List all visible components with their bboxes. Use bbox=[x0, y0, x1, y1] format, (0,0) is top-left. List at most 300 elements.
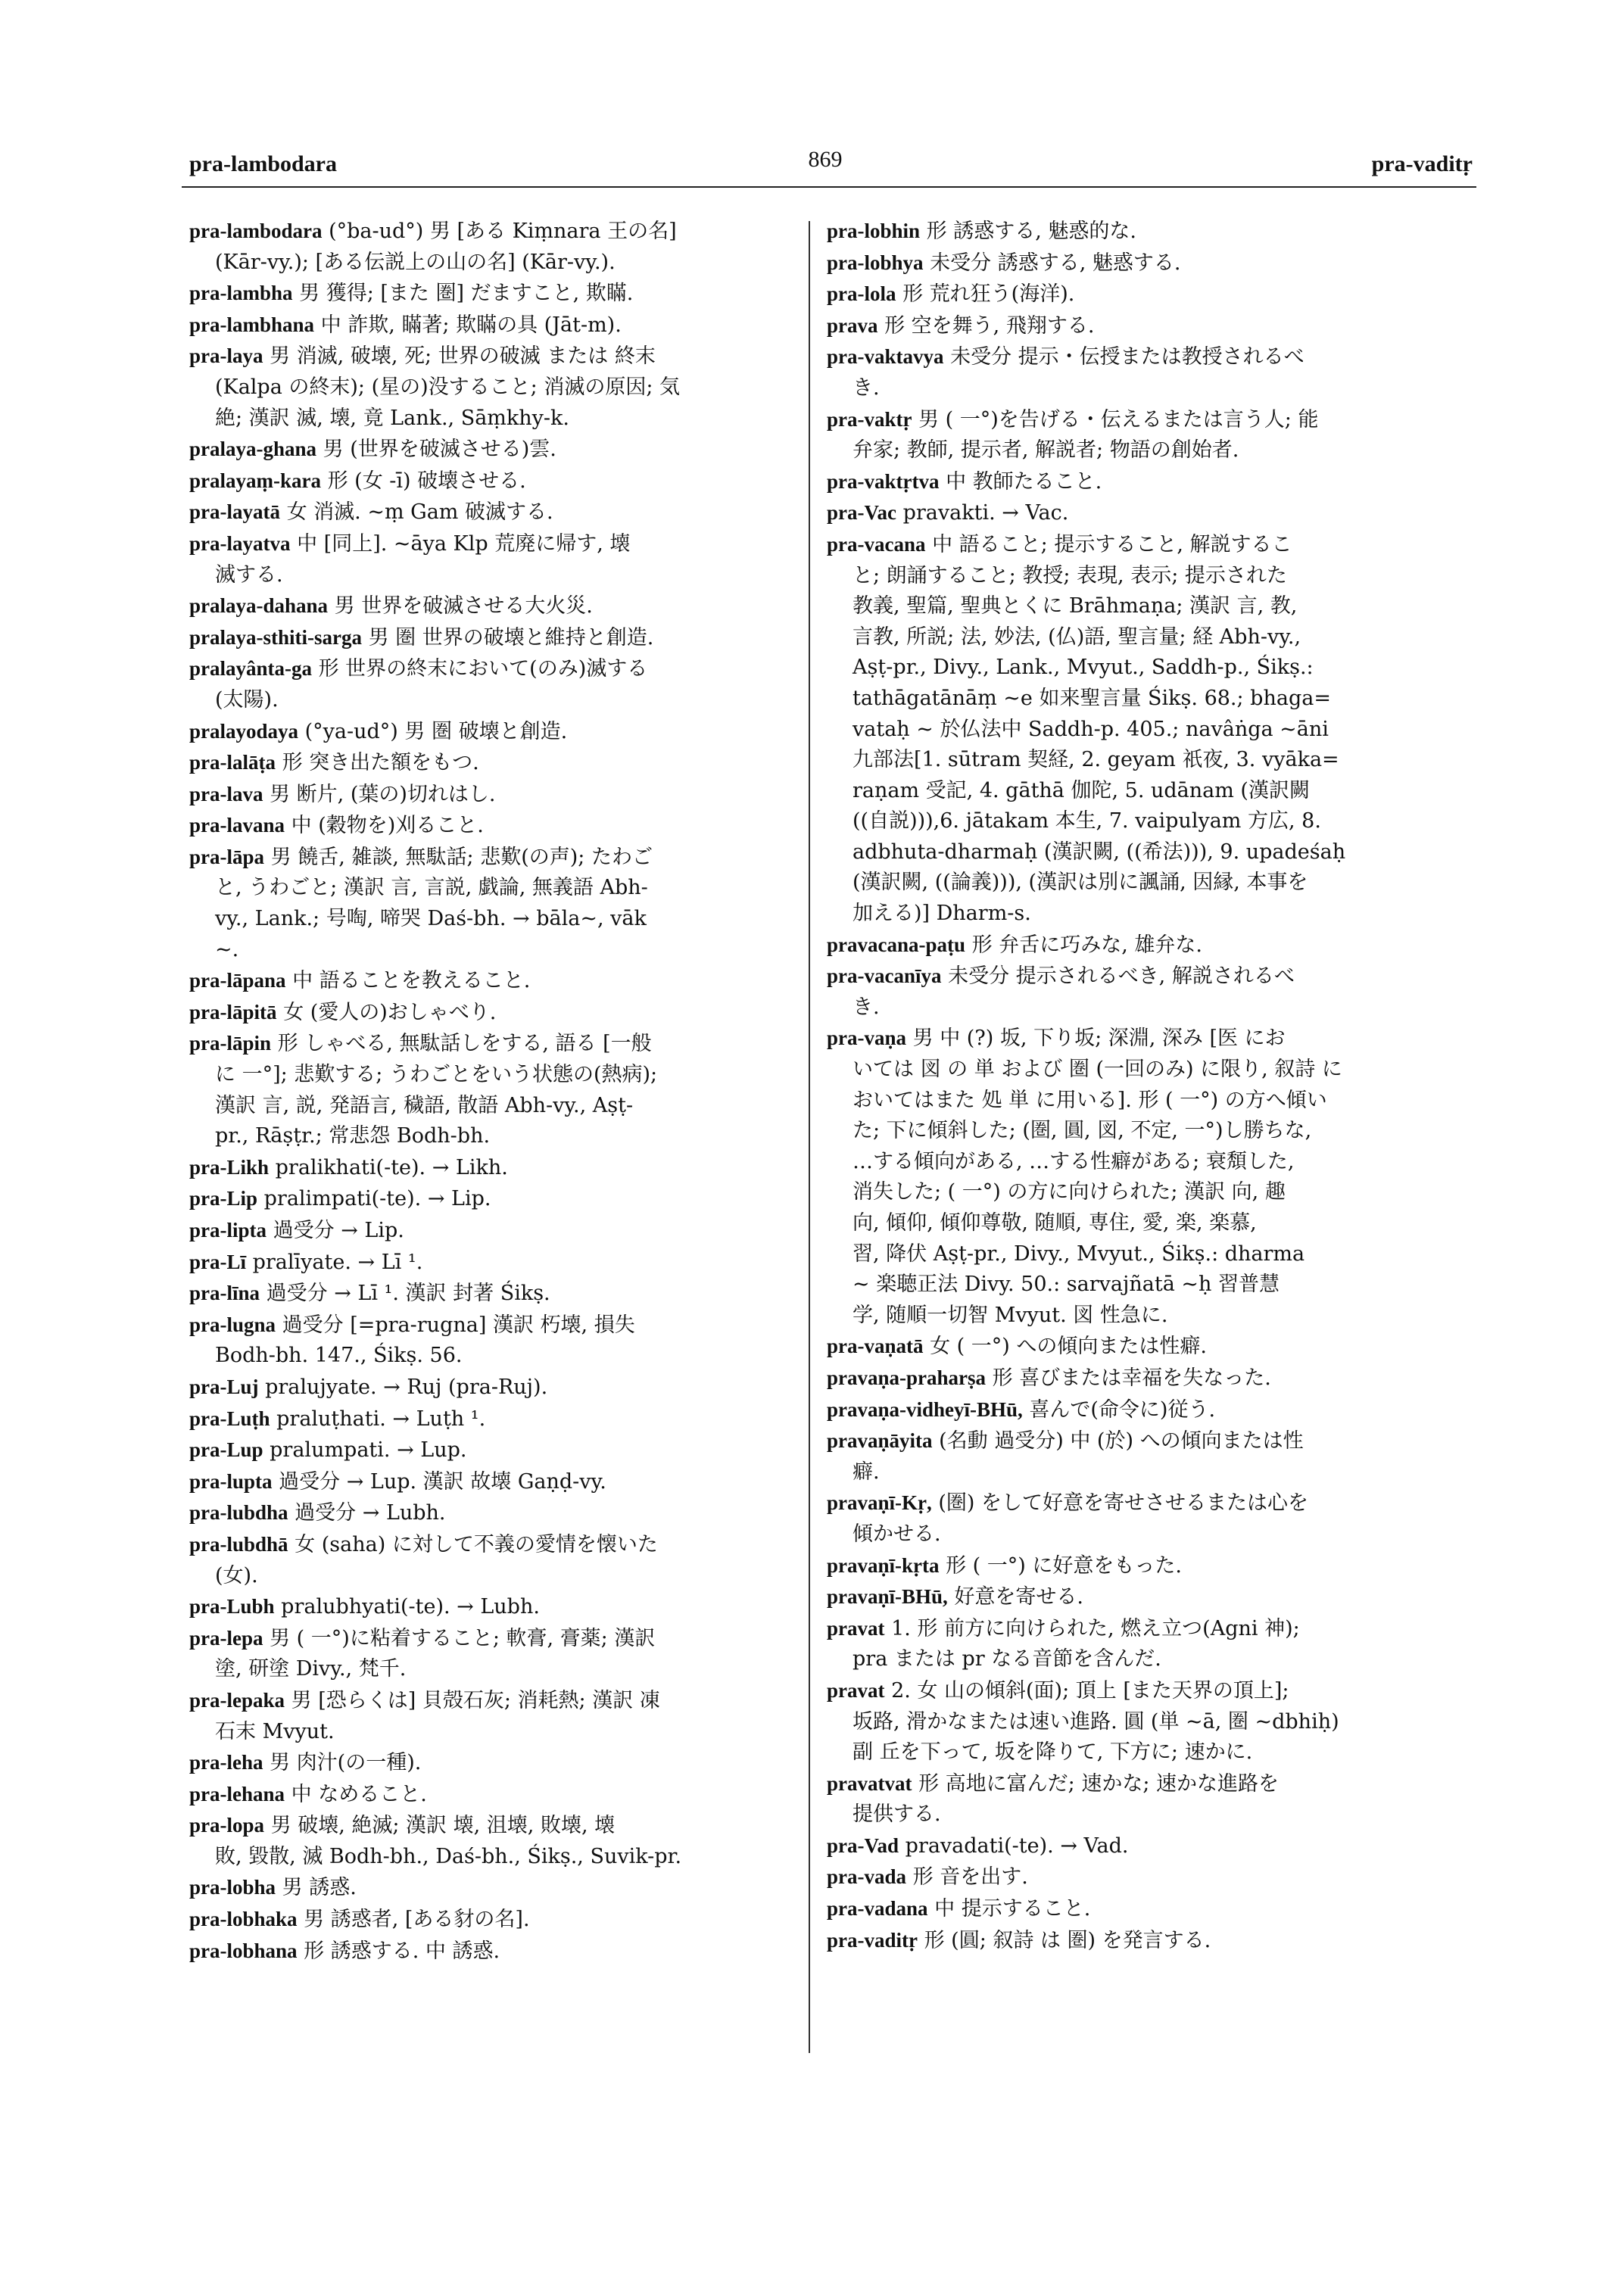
entry-line bbox=[189, 1810, 803, 1842]
headword: pra-līna bbox=[189, 1282, 260, 1305]
entry-line bbox=[827, 1488, 1440, 1519]
entry-text: (Kār-vy.); [ある伝説上の山の名] (Kār-vy.). bbox=[215, 250, 616, 274]
headword: pravaṇa-vidheyī-BHū, bbox=[827, 1397, 1023, 1421]
dictionary-entry bbox=[189, 1747, 803, 1779]
headword: pra-Lup bbox=[189, 1438, 263, 1462]
headword: pravaṇa-praharṣa bbox=[827, 1366, 987, 1389]
entry-line bbox=[189, 590, 803, 622]
entry-text: 絶; 漢訳 滅, 壊, 竟 Lank., Sāṃkhy-k. bbox=[215, 406, 569, 430]
entry-text: 中 なめること. bbox=[291, 1782, 427, 1806]
entry-line bbox=[189, 1779, 803, 1811]
entry-line bbox=[827, 1893, 1440, 1925]
right-column bbox=[827, 216, 1440, 1956]
dictionary-entry bbox=[189, 1872, 803, 1904]
entry-line bbox=[827, 961, 1440, 992]
entry-line bbox=[189, 1685, 803, 1717]
dictionary-entry bbox=[189, 1810, 803, 1872]
entry-text: pr., Rāṣṭr.; 常悲怨 Bodh-bh. bbox=[215, 1124, 491, 1148]
entry-line bbox=[189, 560, 803, 591]
entry-line bbox=[189, 372, 803, 403]
headword: pra-lugna bbox=[189, 1313, 276, 1336]
entry-line bbox=[189, 1497, 803, 1529]
entry-line bbox=[827, 1550, 1440, 1582]
entry-line bbox=[189, 997, 803, 1029]
entry-text: 傾かせる. bbox=[853, 1522, 941, 1546]
entry-text: 男 消滅, 破壊, 死; 世界の破滅 または 終末 bbox=[270, 344, 656, 369]
entry-line bbox=[827, 622, 1440, 653]
headword: pra-vaktṛ bbox=[827, 407, 912, 431]
dictionary-entry bbox=[189, 842, 803, 965]
headword: pra-lepaka bbox=[189, 1688, 285, 1712]
entry-text: 中 [同上]. ~āya Klp 荒廃に帰す, 壊 bbox=[297, 531, 631, 556]
entry-line bbox=[189, 779, 803, 811]
entry-text: 好意を寄せる. bbox=[954, 1585, 1083, 1609]
entry-line bbox=[827, 341, 1440, 373]
dictionary-entry bbox=[827, 1613, 1440, 1675]
entry-line bbox=[189, 1435, 803, 1466]
entry-line bbox=[189, 1183, 803, 1215]
dictionary-entry bbox=[189, 1404, 803, 1435]
headword: pra-lopa bbox=[189, 1814, 265, 1837]
entry-line bbox=[827, 1707, 1440, 1738]
entry-line bbox=[189, 1091, 803, 1122]
dictionary-entry bbox=[189, 1435, 803, 1466]
entry-line bbox=[827, 466, 1440, 498]
entry-text: (Kalpa の終末); (星の)没すること; 消滅の原因; 気 bbox=[215, 375, 681, 399]
entry-text: pravakti. → Vac. bbox=[902, 501, 1069, 525]
entry-text: 形 高地に富んだ; 速かな; 速かな進路を bbox=[918, 1771, 1280, 1796]
dictionary-entry bbox=[189, 1936, 803, 1967]
entry-text: (女). bbox=[215, 1563, 258, 1587]
entry-text: 形 誘惑する, 魅惑的な. bbox=[926, 220, 1136, 243]
entry-text: 坂路, 滑かなまたは速い進路. 圓 (単 ~ā, 圏 ~dbhiḥ) bbox=[853, 1709, 1339, 1734]
entry-line bbox=[189, 1654, 803, 1685]
entry-text: 形 (女 -ī) 破壊させる. bbox=[327, 469, 526, 493]
entry-text: 男 [恐らくは] 貝殻石灰; 消耗熱; 漢訳 凍 bbox=[291, 1688, 660, 1712]
dictionary-entry bbox=[189, 1152, 803, 1184]
entry-line bbox=[827, 497, 1440, 529]
entry-line bbox=[827, 1208, 1440, 1239]
entry-text: tathāgatānāṃ ~e 如来聖言量 Śikṣ. 68.; bhaga= bbox=[853, 686, 1331, 710]
page-number: 869 bbox=[808, 147, 843, 172]
entry-line bbox=[189, 1121, 803, 1152]
entry-line bbox=[827, 1331, 1440, 1363]
headword: pra-Lip bbox=[189, 1187, 258, 1210]
headword: pra-vaktavya bbox=[827, 345, 944, 369]
entry-text: 男 誘惑者, [ある豺の名]. bbox=[304, 1908, 530, 1932]
headword: pra-lubdhā bbox=[189, 1532, 288, 1556]
headword: pra-lipta bbox=[189, 1219, 267, 1242]
entry-line bbox=[827, 1830, 1440, 1862]
entry-text: 加える)] Dharm-s. bbox=[853, 902, 1031, 926]
dictionary-entry bbox=[189, 1278, 803, 1310]
entry-line bbox=[827, 837, 1440, 868]
dictionary-entry bbox=[827, 1893, 1440, 1925]
entry-line bbox=[189, 466, 803, 497]
headword: pra-lambodara bbox=[189, 220, 323, 242]
headword: pralaya-ghana bbox=[189, 438, 317, 461]
entry-line bbox=[827, 435, 1440, 466]
entry-line bbox=[827, 1519, 1440, 1550]
entry-line bbox=[189, 904, 803, 935]
headword: pra-lobha bbox=[189, 1876, 276, 1899]
entry-line bbox=[827, 1644, 1440, 1675]
entry-text: 敗, 毀散, 滅 Bodh-bh., Daś-bh., Śikṣ., Suvik-pr. bbox=[215, 1844, 682, 1868]
entry-line bbox=[189, 528, 803, 560]
dictionary-entry bbox=[189, 466, 803, 497]
headword: pra-lobhana bbox=[189, 1939, 298, 1962]
entry-line bbox=[189, 1247, 803, 1279]
headword: pra-Vac bbox=[827, 501, 896, 525]
dictionary-entry bbox=[827, 1394, 1440, 1426]
dictionary-entry bbox=[189, 1028, 803, 1151]
entry-text: (名動 過受分) 中 (於) への傾向または性 bbox=[939, 1429, 1304, 1453]
entry-line bbox=[827, 1147, 1440, 1178]
dictionary-entry bbox=[189, 716, 803, 748]
headword: pra-lola bbox=[827, 282, 896, 306]
entry-line bbox=[827, 1086, 1440, 1117]
headword: pra-Likh bbox=[189, 1155, 270, 1179]
entry-text: pralubhyati(-te). → Lubh. bbox=[281, 1595, 540, 1619]
headword: pra-lehana bbox=[189, 1782, 285, 1805]
dictionary-entry bbox=[189, 1685, 803, 1747]
entry-line bbox=[189, 1561, 803, 1592]
entry-line bbox=[827, 776, 1440, 807]
headword: pra-vacanīya bbox=[827, 964, 942, 988]
entry-line bbox=[827, 1862, 1440, 1893]
entry-text: 女 (saha) に対して不義の愛情を懐いた bbox=[295, 1532, 658, 1556]
entry-text: 未受分 提示・伝授または教授されるべ bbox=[950, 345, 1304, 369]
entry-text: 形 ( 一°) に好意をもった. bbox=[946, 1553, 1182, 1578]
entry-text: pralikhati(-te). → Likh. bbox=[275, 1155, 508, 1179]
entry-line bbox=[189, 341, 803, 372]
entry-line bbox=[827, 930, 1440, 961]
entry-line bbox=[189, 248, 803, 279]
entry-line bbox=[827, 1055, 1440, 1086]
dictionary-entry bbox=[827, 310, 1440, 342]
headword: pra-leha bbox=[189, 1751, 263, 1774]
entry-line bbox=[827, 1301, 1440, 1332]
headword: pra-lāpitā bbox=[189, 1000, 277, 1023]
headword: pra-lobhya bbox=[827, 251, 924, 274]
entry-line bbox=[827, 1925, 1440, 1957]
entry-line bbox=[189, 685, 803, 716]
entry-line bbox=[189, 622, 803, 654]
dictionary-entry bbox=[189, 497, 803, 528]
dictionary-entry bbox=[827, 1830, 1440, 1862]
dictionary-entry bbox=[189, 1183, 803, 1215]
entry-text: pralumpati. → Lup. bbox=[270, 1438, 467, 1463]
headword: pralaya-sthiti-sarga bbox=[189, 625, 362, 649]
entry-text: と, うわごと; 漢訳 言, 言説, 戯論, 無義語 Abh- bbox=[215, 876, 648, 900]
dictionary-entry bbox=[827, 404, 1440, 466]
entry-text: pra または pr なる音節を含んだ. bbox=[853, 1647, 1161, 1671]
entry-line bbox=[189, 810, 803, 842]
headword: pra-lambha bbox=[189, 282, 293, 305]
entry-text: 向, 傾仰, 傾仰尊敬, 随順, 専住, 愛, 楽, 楽慕, bbox=[853, 1211, 1257, 1235]
entry-line bbox=[827, 684, 1440, 715]
headword: prava bbox=[827, 313, 878, 337]
entry-text: 男 (世界を破滅させる)雲. bbox=[323, 438, 556, 462]
dictionary-entry bbox=[189, 622, 803, 654]
dictionary-entry bbox=[189, 1215, 803, 1247]
entry-text: 男 圏 世界の破壊と維持と創造. bbox=[368, 625, 654, 650]
entry-line bbox=[827, 404, 1440, 436]
entry-line bbox=[189, 1152, 803, 1184]
entry-line bbox=[189, 310, 803, 341]
running-head-right: pra-vaditṛ bbox=[1371, 151, 1473, 176]
dictionary-entry bbox=[827, 529, 1440, 930]
dictionary-entry bbox=[189, 1904, 803, 1936]
entry-line bbox=[189, 1842, 803, 1873]
entry-text: と; 朗誦すること; 教授; 表現, 表示; 提示された bbox=[853, 563, 1287, 587]
entry-line bbox=[189, 1623, 803, 1655]
headword: pra-Luṭh bbox=[189, 1407, 270, 1430]
entry-text: 塗, 研塗 Divy., 梵千. bbox=[215, 1657, 407, 1681]
entry-line bbox=[827, 1394, 1440, 1426]
entry-line bbox=[189, 1747, 803, 1779]
entry-text: 男 破壊, 絶滅; 漢訳 壊, 沮壊, 敗壊, 壊 bbox=[270, 1814, 616, 1838]
entry-text: 中 提示すること. bbox=[934, 1897, 1091, 1921]
entry-text: 形 音を出す. bbox=[912, 1865, 1028, 1890]
entry-line bbox=[189, 216, 803, 248]
headword: pra-layatā bbox=[189, 500, 280, 524]
headword: pralayaṃ-kara bbox=[189, 469, 321, 492]
headword: pravacana-paṭu bbox=[827, 933, 966, 956]
entry-line bbox=[827, 1737, 1440, 1768]
dictionary-entry bbox=[827, 1768, 1440, 1830]
entry-text: pralīyate. → Lī ¹. bbox=[252, 1250, 423, 1274]
entry-text: 男 饒舌, 雑談, 無駄話; 悲歎(の声); たわご bbox=[270, 845, 653, 869]
entry-line bbox=[827, 1581, 1440, 1613]
dictionary-entry bbox=[189, 997, 803, 1029]
dictionary-entry bbox=[827, 1331, 1440, 1363]
entry-text: 男 断片, (葉の)切れはし. bbox=[270, 782, 496, 806]
entry-line bbox=[189, 1717, 803, 1748]
entry-text: Aṣṭ-pr., Divy., Lank., Mvyut., Saddh-p., Śikṣ.: bbox=[853, 656, 1314, 680]
header-rule bbox=[182, 186, 1476, 188]
entry-text: vy., Lank.; 号啕, 啼哭 Daś-bh. → bāla~, vāk bbox=[215, 907, 647, 931]
entry-text: 未受分 提示されるべき, 解説されるべ bbox=[948, 964, 1295, 989]
dictionary-entry bbox=[827, 1425, 1440, 1488]
entry-line bbox=[827, 216, 1440, 248]
dictionary-entry bbox=[189, 216, 803, 278]
headword: pra-vaṇa bbox=[827, 1027, 907, 1050]
entry-text: 過受分 → Lī ¹. 漢訳 封著 Śikṣ. bbox=[266, 1282, 550, 1306]
entry-line bbox=[827, 1613, 1440, 1645]
headword: pra-vaṇatā bbox=[827, 1335, 924, 1358]
entry-line bbox=[189, 747, 803, 779]
entry-text: raṇam 受記, 4. gāthā 伽陀, 5. udānam (漢訳闕 bbox=[853, 778, 1310, 802]
entry-line bbox=[827, 715, 1440, 746]
entry-line bbox=[827, 1425, 1440, 1457]
entry-text: 言教, 所説; 法, 妙法, (仏)語, 聖言量; 経 Abh-vy., bbox=[853, 625, 1301, 649]
entry-line bbox=[189, 873, 803, 904]
headword: pra-lepa bbox=[189, 1626, 263, 1650]
dictionary-entry bbox=[827, 1550, 1440, 1582]
entry-text: 男 世界を破滅させる大火災. bbox=[334, 594, 593, 618]
entry-text: 過受分 → Lup. 漢訳 故壊 Gaṇḍ-vy. bbox=[279, 1469, 606, 1494]
dictionary-entry bbox=[189, 1529, 803, 1591]
dictionary-entry bbox=[189, 1310, 803, 1372]
entry-line bbox=[827, 745, 1440, 776]
entry-text: ~. bbox=[215, 937, 239, 961]
dictionary-entry bbox=[189, 965, 803, 997]
entry-text: (°ba-ud°) 男 [ある Kiṃnara 王の名] bbox=[329, 220, 677, 243]
left-column bbox=[189, 216, 803, 1967]
headword: pra-Vad bbox=[827, 1833, 899, 1857]
headword: pra-lambhana bbox=[189, 313, 315, 336]
entry-text: praluṭhati. → Luṭh ¹. bbox=[276, 1407, 486, 1431]
entry-text: 石末 Mvyut. bbox=[215, 1719, 335, 1743]
entry-line bbox=[827, 1675, 1440, 1707]
dictionary-entry bbox=[827, 1862, 1440, 1893]
entry-text: 女 (愛人の)おしゃべり. bbox=[283, 1000, 497, 1024]
entry-text: た; 下に傾斜した; (圏, 圓, 図, 不定, 一°)し勝ちな, bbox=[853, 1119, 1312, 1143]
headword: pra-lubdha bbox=[189, 1501, 288, 1525]
dictionary-entry bbox=[189, 1591, 803, 1623]
entry-line bbox=[827, 1177, 1440, 1208]
headword: pra-Lubh bbox=[189, 1595, 275, 1618]
entry-line bbox=[189, 1591, 803, 1623]
entry-line bbox=[827, 529, 1440, 561]
entry-text: (°ya-ud°) 男 圏 破壊と創造. bbox=[304, 719, 568, 743]
headword: pra-lobhin bbox=[827, 220, 921, 242]
entry-text: 弁家; 教師, 提示者, 解説者; 物語の創始者. bbox=[853, 438, 1239, 463]
headword: pra-lāpa bbox=[189, 845, 265, 868]
entry-text: 副 丘を下って, 坂を降りて, 下方に; 速かに. bbox=[853, 1740, 1253, 1765]
entry-text: 形 喜びまたは幸福を失なった. bbox=[992, 1366, 1271, 1390]
entry-line bbox=[189, 1215, 803, 1247]
entry-line bbox=[189, 1529, 803, 1561]
entry-text: いては 図 の 単 および 圏 (一回のみ) に限り, 叙詩 に bbox=[853, 1058, 1342, 1082]
entry-line bbox=[189, 278, 803, 310]
entry-text: 中 語ることを教えること. bbox=[292, 969, 531, 993]
entry-text: 女 ( 一°) への傾向または性癖. bbox=[930, 1335, 1207, 1359]
entry-text: 未受分 誘惑する, 魅惑する. bbox=[930, 251, 1181, 275]
entry-line bbox=[189, 1310, 803, 1341]
running-head-left: pra-lambodara bbox=[189, 151, 337, 176]
headword: pravaṇāyita bbox=[827, 1429, 933, 1453]
entry-line bbox=[827, 1023, 1440, 1055]
entry-line bbox=[189, 497, 803, 528]
entry-text: き. bbox=[853, 375, 880, 400]
headword: pravat bbox=[827, 1616, 885, 1640]
entry-text: 形 世界の終末において(のみ)滅する bbox=[318, 657, 648, 681]
dictionary-entry bbox=[189, 1247, 803, 1279]
entry-line bbox=[827, 868, 1440, 899]
entry-text: 過受分 [=pra-rugna] 漢訳 朽壊, 損失 bbox=[282, 1313, 635, 1337]
headword: pra-lāpin bbox=[189, 1032, 272, 1055]
entry-text: adbhuta-dharmaḥ (漢訳闕, ((希法))), 9. upadeśaḥ bbox=[853, 840, 1346, 864]
dictionary-entry bbox=[189, 310, 803, 341]
entry-text: に 一°]; 悲歎する; うわごとをいう状態の(熱病); bbox=[215, 1063, 658, 1087]
headword: pra-lalāṭa bbox=[189, 751, 276, 774]
entry-text: (太陽). bbox=[215, 687, 279, 712]
dictionary-entry bbox=[827, 1488, 1440, 1550]
entry-line bbox=[827, 1457, 1440, 1488]
entry-text: 男 肉汁(の一種). bbox=[270, 1751, 422, 1775]
dictionary-entry bbox=[827, 341, 1440, 403]
entry-text: 習, 降伏 Aṣṭ-pr., Divy., Mvyut., Śikṣ.: dharma bbox=[853, 1242, 1305, 1266]
entry-line bbox=[189, 965, 803, 997]
dictionary-entry bbox=[827, 279, 1440, 310]
headword: pra-lavana bbox=[189, 814, 285, 837]
entry-text: 漢訳 言, 説, 発語言, 穢語, 散語 Abh-vy., Aṣṭ- bbox=[215, 1093, 634, 1117]
entry-line bbox=[189, 1060, 803, 1091]
headword: pralaya-dahana bbox=[189, 594, 329, 618]
entry-text: 男 ( 一°)に粘着すること; 軟膏, 膏薬; 漢訳 bbox=[270, 1626, 656, 1650]
entry-line bbox=[189, 935, 803, 966]
dictionary-entry bbox=[189, 747, 803, 779]
column-divider bbox=[809, 221, 810, 2053]
headword: pra-lāpana bbox=[189, 969, 286, 992]
dictionary-entry bbox=[827, 248, 1440, 279]
headword: pra-vacana bbox=[827, 532, 926, 556]
entry-line bbox=[189, 842, 803, 874]
entry-text: 九部法[1. sūtram 契経, 2. geyam 祇夜, 3. vyāka= bbox=[853, 748, 1339, 772]
entry-text: ((自説))),6. jātakam 本生, 7. vaipulyam 方広, 8. bbox=[853, 809, 1321, 833]
entry-text: 2. 女 山の傾斜(面); 頂上 [また天界の頂上]; bbox=[891, 1678, 1289, 1703]
entry-text: (圏) をして好意を寄せさせるまたは心を bbox=[938, 1491, 1308, 1516]
entry-line bbox=[827, 899, 1440, 930]
entry-line bbox=[189, 1372, 803, 1404]
headword: pra-Lī bbox=[189, 1250, 247, 1273]
dictionary-entry bbox=[189, 1779, 803, 1811]
headword: pra-lobhaka bbox=[189, 1908, 298, 1931]
entry-line bbox=[827, 1799, 1440, 1830]
entry-line bbox=[189, 1904, 803, 1936]
entry-text: 教義, 聖篇, 聖典とくに Brāhmaṇa; 漢訳 言, 教, bbox=[853, 594, 1298, 618]
dictionary-entry bbox=[189, 1497, 803, 1529]
entry-line bbox=[189, 1466, 803, 1498]
headword: pravaṇī-kṛta bbox=[827, 1553, 940, 1577]
headword: pralayânta-ga bbox=[189, 657, 312, 681]
entry-text: (漢訳闕, ((論義))), (漢訳は別に諷誦, 因縁, 本事を bbox=[853, 871, 1308, 895]
entry-line bbox=[827, 1270, 1440, 1301]
entry-line bbox=[189, 1936, 803, 1967]
entry-line bbox=[189, 1028, 803, 1060]
headword: pravatvat bbox=[827, 1771, 912, 1795]
entry-text: 過受分 → Lubh. bbox=[295, 1501, 446, 1525]
entry-text: 形 弁舌に巧みな, 雄弁な. bbox=[971, 933, 1202, 957]
dictionary-entry bbox=[827, 961, 1440, 1023]
entry-text: 中 (穀物を)刈ること. bbox=[291, 814, 484, 838]
headword: pra-laya bbox=[189, 344, 263, 368]
headword: pra-vaditṛ bbox=[827, 1928, 918, 1952]
headword: pra-vadana bbox=[827, 1897, 928, 1921]
entry-text: 形 (圓; 叙詩 は 圏) を発言する. bbox=[924, 1928, 1211, 1952]
entry-line bbox=[189, 1872, 803, 1904]
headword: pra-lava bbox=[189, 782, 263, 805]
entry-text: 形 誘惑する. 中 誘惑. bbox=[304, 1939, 500, 1963]
dictionary-entry bbox=[189, 779, 803, 811]
entry-text: 男 ( 一°)を告げる・伝えるまたは言う人; 能 bbox=[918, 407, 1319, 431]
entry-line bbox=[827, 992, 1440, 1023]
entry-text: 中 語ること; 提示すること, 解説するこ bbox=[932, 532, 1292, 556]
entry-text: 男 獲得; [また 圏] だますこと, 欺瞞. bbox=[299, 282, 634, 306]
entry-text: 形 空を舞う, 飛翔する. bbox=[884, 313, 1095, 338]
entry-line bbox=[827, 591, 1440, 622]
headword: pra-Luj bbox=[189, 1375, 259, 1398]
headword: pra-lupta bbox=[189, 1469, 273, 1493]
dictionary-entry bbox=[827, 1925, 1440, 1957]
entry-line bbox=[189, 716, 803, 748]
entry-line bbox=[189, 1404, 803, 1435]
dictionary-entry bbox=[827, 216, 1440, 248]
entry-text: き. bbox=[853, 995, 880, 1019]
entry-line bbox=[827, 1363, 1440, 1394]
